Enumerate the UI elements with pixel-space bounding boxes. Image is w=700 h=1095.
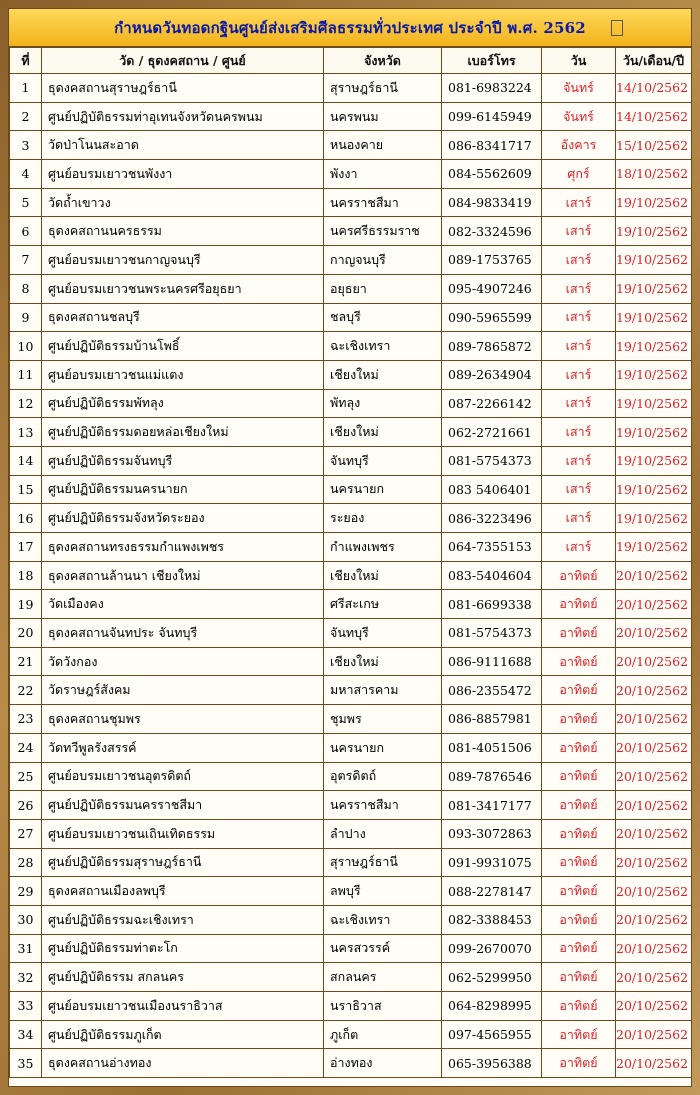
table-row (10, 1020, 692, 1049)
table-row (10, 590, 692, 619)
row-place: ศูนย์อบรมเยาวชนแม่แตง (42, 360, 324, 389)
row-place: วัดทวีพูลรังสรรค์ (42, 733, 324, 762)
row-date: 20/10/2562 (616, 705, 692, 734)
row-province: กำแพงเพชร (324, 533, 442, 562)
row-day: อาทิตย์ (542, 676, 616, 705)
row-day: เสาร์ (542, 533, 616, 562)
table-row (10, 676, 692, 705)
row-phone: 083 5406401 (442, 475, 542, 504)
row-day: อาทิตย์ (542, 1049, 616, 1078)
row-day: อาทิตย์ (542, 848, 616, 877)
header-day: วัน (542, 48, 616, 74)
row-day: อาทิตย์ (542, 705, 616, 734)
table-row (10, 705, 692, 734)
row-phone: 081-6983224 (442, 74, 542, 103)
row-place: ศูนย์ปฏิบัติธรรมจันทบุรี (42, 446, 324, 475)
row-day: อาทิตย์ (542, 762, 616, 791)
row-province: สุราษฎร์ธานี (324, 74, 442, 103)
row-province: ฉะเชิงเทรา (324, 905, 442, 934)
row-phone: 065-3956388 (442, 1049, 542, 1078)
row-province: ลพบุรี (324, 877, 442, 906)
row-place: ศูนย์ปฏิบัติธรรมดอยหล่อเชียงใหม่ (42, 418, 324, 447)
table-row (10, 418, 692, 447)
table-row (10, 533, 692, 562)
row-index: 7 (10, 246, 42, 275)
row-phone: 089-1753765 (442, 246, 542, 275)
row-province: กาญจนบุรี (324, 246, 442, 275)
table-row (10, 160, 692, 189)
row-province: มหาสารคาม (324, 676, 442, 705)
table-row (10, 188, 692, 217)
row-place: วัดราษฎร์สังคม (42, 676, 324, 705)
header-index: ที่ (10, 48, 42, 74)
row-date: 19/10/2562 (616, 246, 692, 275)
row-day: เสาร์ (542, 360, 616, 389)
row-place: ธุดงคสถานนครธรรม (42, 217, 324, 246)
row-phone: 089-2634904 (442, 360, 542, 389)
row-date: 20/10/2562 (616, 1020, 692, 1049)
row-day: เสาร์ (542, 188, 616, 217)
row-index: 27 (10, 819, 42, 848)
row-phone: 086-2355472 (442, 676, 542, 705)
row-phone: 086-8857981 (442, 705, 542, 734)
row-province: นครนายก (324, 475, 442, 504)
row-day: เสาร์ (542, 303, 616, 332)
row-place: วัดป่าโนนสะอาด (42, 131, 324, 160)
row-place: ธุดงคสถานชลบุรี (42, 303, 324, 332)
row-phone: 082-3324596 (442, 217, 542, 246)
row-place: ศูนย์ปฏิบัติธรรมสุราษฎร์ธานี (42, 848, 324, 877)
row-day: อาทิตย์ (542, 1020, 616, 1049)
row-day: อาทิตย์ (542, 905, 616, 934)
row-index: 16 (10, 504, 42, 533)
row-day: อาทิตย์ (542, 963, 616, 992)
table-row (10, 561, 692, 590)
row-phone: 084-5562609 (442, 160, 542, 189)
row-index: 3 (10, 131, 42, 160)
row-index: 32 (10, 963, 42, 992)
row-day: เสาร์ (542, 446, 616, 475)
row-place: ศูนย์ปฏิบัติธรรมจังหวัดระยอง (42, 504, 324, 533)
row-date: 14/10/2562 (616, 74, 692, 103)
row-day: เสาร์ (542, 389, 616, 418)
row-province: เชียงใหม่ (324, 561, 442, 590)
row-phone: 091-9931075 (442, 848, 542, 877)
row-date: 19/10/2562 (616, 332, 692, 361)
row-index: 21 (10, 647, 42, 676)
row-province: สกลนคร (324, 963, 442, 992)
row-phone: 088-2278147 (442, 877, 542, 906)
row-phone: 081-6699338 (442, 590, 542, 619)
header-phone: เบอร์โทร (442, 48, 542, 74)
row-province: ศรีสะเกษ (324, 590, 442, 619)
row-phone: 062-5299950 (442, 963, 542, 992)
row-date: 20/10/2562 (616, 791, 692, 820)
row-place: ศูนย์ปฏิบัติธรรมนครนายก (42, 475, 324, 504)
schedule-sheet (8, 8, 692, 1087)
row-date: 14/10/2562 (616, 102, 692, 131)
row-day: เสาร์ (542, 217, 616, 246)
row-day: อาทิตย์ (542, 590, 616, 619)
row-index: 33 (10, 992, 42, 1021)
row-day: อาทิตย์ (542, 934, 616, 963)
row-index: 11 (10, 360, 42, 389)
table-row (10, 905, 692, 934)
row-province: นครพนม (324, 102, 442, 131)
row-place: ศูนย์ปฏิบัติธรรม สกลนคร (42, 963, 324, 992)
table-row (10, 992, 692, 1021)
row-index: 22 (10, 676, 42, 705)
row-day: ศุกร์ (542, 160, 616, 189)
row-place: ศูนย์ปฏิบัติธรรมพัทลุง (42, 389, 324, 418)
row-phone: 095-4907246 (442, 274, 542, 303)
row-phone: 081-3417177 (442, 791, 542, 820)
row-place: ศูนย์อบรมเยาวชนพังงา (42, 160, 324, 189)
row-index: 1 (10, 74, 42, 103)
row-date: 20/10/2562 (616, 992, 692, 1021)
row-phone: 081-5754373 (442, 619, 542, 648)
table-row (10, 934, 692, 963)
row-date: 20/10/2562 (616, 619, 692, 648)
table-row (10, 475, 692, 504)
row-date: 19/10/2562 (616, 217, 692, 246)
row-date: 19/10/2562 (616, 533, 692, 562)
row-index: 6 (10, 217, 42, 246)
table-row (10, 131, 692, 160)
row-province: นราธิวาส (324, 992, 442, 1021)
row-index: 10 (10, 332, 42, 361)
row-province: อุตรดิตถ์ (324, 762, 442, 791)
row-day: จันทร์ (542, 102, 616, 131)
row-province: จันทบุรี (324, 619, 442, 648)
row-date: 20/10/2562 (616, 676, 692, 705)
row-phone: 081-4051506 (442, 733, 542, 762)
row-index: 12 (10, 389, 42, 418)
page-title: กำหนดวันทอดกฐินศูนย์ส่งเสริมศีลธรรมทั่วประเทศ ประจำปี พ.ศ. 2562 (114, 18, 586, 37)
table-row (10, 332, 692, 361)
row-province: ชุมพร (324, 705, 442, 734)
row-phone: 064-7355153 (442, 533, 542, 562)
row-phone: 099-2670070 (442, 934, 542, 963)
row-index: 13 (10, 418, 42, 447)
row-province: นครราชสีมา (324, 188, 442, 217)
row-place: วัดเมืองคง (42, 590, 324, 619)
table-row (10, 819, 692, 848)
placeholder-box-icon (611, 20, 623, 36)
row-place: ศูนย์ปฏิบัติธรรมนครราชสีมา (42, 791, 324, 820)
row-date: 19/10/2562 (616, 303, 692, 332)
row-date: 19/10/2562 (616, 188, 692, 217)
title-bar (9, 9, 691, 47)
row-phone: 086-3223496 (442, 504, 542, 533)
header-place: วัด / ธุดงคสถาน / ศูนย์ (42, 48, 324, 74)
row-phone: 064-8298995 (442, 992, 542, 1021)
row-date: 20/10/2562 (616, 819, 692, 848)
row-province: เชียงใหม่ (324, 418, 442, 447)
row-province: อยุธยา (324, 274, 442, 303)
table-row (10, 360, 692, 389)
row-date: 19/10/2562 (616, 446, 692, 475)
table-row (10, 274, 692, 303)
row-date: 19/10/2562 (616, 418, 692, 447)
row-day: อาทิตย์ (542, 733, 616, 762)
row-place: วัดถ้ำเขาวง (42, 188, 324, 217)
row-place: ธุดงคสถานเมืองลพบุรี (42, 877, 324, 906)
row-phone: 090-5965599 (442, 303, 542, 332)
row-index: 25 (10, 762, 42, 791)
row-place: วัดวังกอง (42, 647, 324, 676)
row-date: 19/10/2562 (616, 274, 692, 303)
row-date: 18/10/2562 (616, 160, 692, 189)
row-place: ศูนย์ปฏิบัติธรรมท่าอุเทนจังหวัดนครพนม (42, 102, 324, 131)
row-index: 26 (10, 791, 42, 820)
row-place: ศูนย์อบรมเยาวชนกาญจนบุรี (42, 246, 324, 275)
row-province: จันทบุรี (324, 446, 442, 475)
row-day: อาทิตย์ (542, 619, 616, 648)
row-place: ศูนย์ปฏิบัติธรรมบ้านโพธิ์ (42, 332, 324, 361)
row-phone: 093-3072863 (442, 819, 542, 848)
row-province: อ่างทอง (324, 1049, 442, 1078)
table-row (10, 619, 692, 648)
row-index: 9 (10, 303, 42, 332)
row-place: ศูนย์อบรมเยาวชนเถินเทิดธรรม (42, 819, 324, 848)
row-day: เสาร์ (542, 418, 616, 447)
row-phone: 086-8341717 (442, 131, 542, 160)
table-header-row (10, 48, 692, 74)
row-date: 20/10/2562 (616, 848, 692, 877)
row-place: ธุดงคสถานจันทประ จันทบุรี (42, 619, 324, 648)
row-province: นครสวรรค์ (324, 934, 442, 963)
row-place: ศูนย์ปฏิบัติธรรมฉะเชิงเทรา (42, 905, 324, 934)
row-day: อาทิตย์ (542, 877, 616, 906)
row-day: อาทิตย์ (542, 992, 616, 1021)
table-row (10, 504, 692, 533)
row-index: 18 (10, 561, 42, 590)
row-place: ศูนย์อบรมเยาวชนพระนครศรีอยุธยา (42, 274, 324, 303)
table-row (10, 647, 692, 676)
row-date: 20/10/2562 (616, 647, 692, 676)
table-row (10, 246, 692, 275)
row-index: 20 (10, 619, 42, 648)
row-index: 35 (10, 1049, 42, 1078)
table-row (10, 762, 692, 791)
row-province: ระยอง (324, 504, 442, 533)
row-phone: 082-3388453 (442, 905, 542, 934)
row-date: 20/10/2562 (616, 590, 692, 619)
row-province: ฉะเชิงเทรา (324, 332, 442, 361)
row-date: 19/10/2562 (616, 475, 692, 504)
row-day: อาทิตย์ (542, 819, 616, 848)
row-index: 4 (10, 160, 42, 189)
row-day: เสาร์ (542, 475, 616, 504)
row-day: เสาร์ (542, 332, 616, 361)
row-phone: 089-7865872 (442, 332, 542, 361)
header-province: จังหวัด (324, 48, 442, 74)
row-date: 20/10/2562 (616, 733, 692, 762)
row-index: 24 (10, 733, 42, 762)
row-date: 19/10/2562 (616, 360, 692, 389)
row-date: 20/10/2562 (616, 963, 692, 992)
header-date: วัน/เดือน/ปี (616, 48, 692, 74)
row-phone: 084-9833419 (442, 188, 542, 217)
row-province: นครศรีธรรมราช (324, 217, 442, 246)
row-index: 28 (10, 848, 42, 877)
row-place: ศูนย์ปฏิบัติธรรมท่าตะโก (42, 934, 324, 963)
row-place: ศูนย์ปฏิบัติธรรมภูเก็ต (42, 1020, 324, 1049)
row-index: 15 (10, 475, 42, 504)
row-index: 14 (10, 446, 42, 475)
row-index: 23 (10, 705, 42, 734)
row-province: เชียงใหม่ (324, 647, 442, 676)
row-place: ธุดงคสถานทรงธรรมกำแพงเพชร (42, 533, 324, 562)
row-index: 17 (10, 533, 42, 562)
row-phone: 086-9111688 (442, 647, 542, 676)
row-province: หนองคาย (324, 131, 442, 160)
row-date: 20/10/2562 (616, 1049, 692, 1078)
row-place: ธุดงคสถานอ่างทอง (42, 1049, 324, 1078)
row-phone: 089-7876546 (442, 762, 542, 791)
row-day: จันทร์ (542, 74, 616, 103)
row-province: สุราษฎร์ธานี (324, 848, 442, 877)
row-date: 20/10/2562 (616, 934, 692, 963)
row-index: 8 (10, 274, 42, 303)
row-index: 2 (10, 102, 42, 131)
row-province: พังงา (324, 160, 442, 189)
schedule-table (9, 47, 692, 1078)
row-date: 20/10/2562 (616, 762, 692, 791)
row-phone: 062-2721661 (442, 418, 542, 447)
row-place: ศูนย์อบรมเยาวชนอุตรดิตถ์ (42, 762, 324, 791)
row-place: ศูนย์อบรมเยาวชนเมืองนราธิวาส (42, 992, 324, 1021)
table-row (10, 446, 692, 475)
row-province: ภูเก็ต (324, 1020, 442, 1049)
table-row (10, 791, 692, 820)
table-row (10, 733, 692, 762)
row-date: 15/10/2562 (616, 131, 692, 160)
row-date: 19/10/2562 (616, 504, 692, 533)
table-row (10, 102, 692, 131)
row-day: อาทิตย์ (542, 791, 616, 820)
row-place: ธุดงคสถานชุมพร (42, 705, 324, 734)
row-day: อังคาร (542, 131, 616, 160)
row-province: พัทลุง (324, 389, 442, 418)
row-index: 30 (10, 905, 42, 934)
row-place: ธุดงคสถานล้านนา เชียงใหม่ (42, 561, 324, 590)
row-date: 20/10/2562 (616, 561, 692, 590)
row-date: 20/10/2562 (616, 877, 692, 906)
row-phone: 099-6145949 (442, 102, 542, 131)
row-day: อาทิตย์ (542, 647, 616, 676)
row-date: 20/10/2562 (616, 905, 692, 934)
row-phone: 081-5754373 (442, 446, 542, 475)
table-row (10, 389, 692, 418)
row-index: 29 (10, 877, 42, 906)
row-day: เสาร์ (542, 246, 616, 275)
row-index: 5 (10, 188, 42, 217)
row-province: ชลบุรี (324, 303, 442, 332)
row-day: อาทิตย์ (542, 561, 616, 590)
table-row (10, 877, 692, 906)
row-index: 31 (10, 934, 42, 963)
row-phone: 087-2266142 (442, 389, 542, 418)
row-index: 34 (10, 1020, 42, 1049)
row-day: เสาร์ (542, 504, 616, 533)
table-row (10, 217, 692, 246)
row-phone: 083-5404604 (442, 561, 542, 590)
row-index: 19 (10, 590, 42, 619)
row-phone: 097-4565955 (442, 1020, 542, 1049)
table-row (10, 303, 692, 332)
row-province: นครราชสีมา (324, 791, 442, 820)
table-row (10, 963, 692, 992)
row-date: 19/10/2562 (616, 389, 692, 418)
row-province: นครนายก (324, 733, 442, 762)
table-row (10, 848, 692, 877)
row-province: เชียงใหม่ (324, 360, 442, 389)
table-row (10, 74, 692, 103)
row-province: ลำปาง (324, 819, 442, 848)
table-row (10, 1049, 692, 1078)
row-place: ธุดงคสถานสุราษฎร์ธานี (42, 74, 324, 103)
row-day: เสาร์ (542, 274, 616, 303)
